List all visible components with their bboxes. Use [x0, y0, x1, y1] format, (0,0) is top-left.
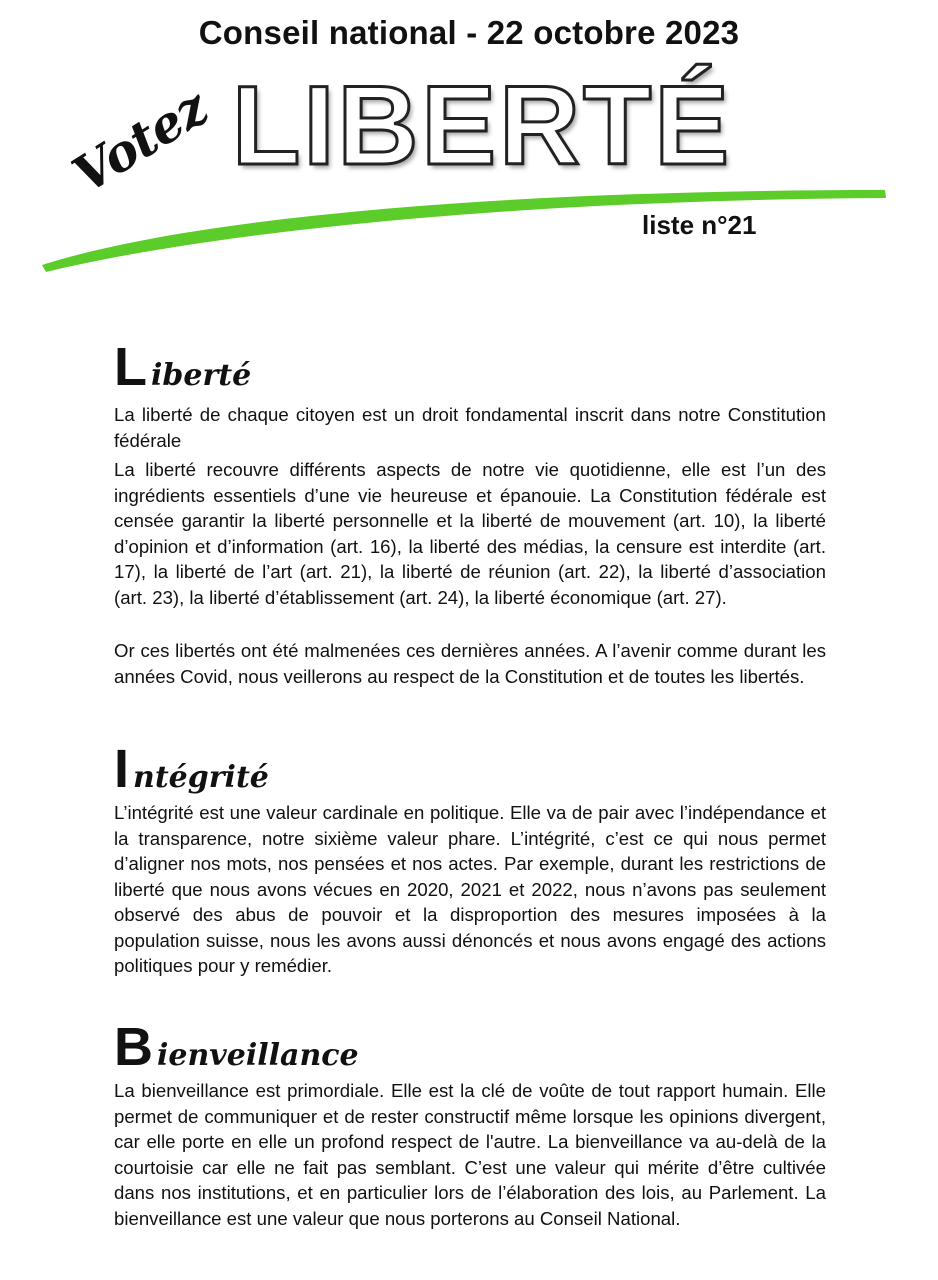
section-heading-bienveillance: [114, 1017, 359, 1077]
section-heading-liberte: [114, 337, 252, 397]
section-initial: I: [114, 739, 130, 799]
section-initial: B: [114, 1017, 153, 1077]
votez-label: Votez: [62, 77, 218, 205]
section-heading-rest: iberté: [151, 358, 252, 393]
section-heading-rest: ntégrité: [133, 760, 269, 795]
paragraph: La liberté de chaque citoyen est un droit fondamental inscrit dans notre Constitution fédérale: [114, 404, 826, 451]
section-initial: L: [114, 337, 147, 397]
page-title: Conseil national - 22 octobre 2023: [198, 14, 740, 51]
paragraph: La liberté recouvre différents aspects de notre vie quotidienne, elle est l’un des ingrédients essentiels d’une vie heureuse et épanouie. La Constitution fédérale est censée garantir la liberté personnelle et la liberté de mouvement (art. 10), la liberté d’opinion et d’information (art. 16), la liberté des médias, la censure est interdite (art. 17), la liberté de l’art (art. 21), la liberté de réunion (art. 22), la liberté d’association (art. 23), la liberté d’établissement (art. 24), la liberté économique (art. 27).: [114, 459, 826, 608]
paragraph: L’intégrité est une valeur cardinale en politique. Elle va de pair avec l’indépendance et la transparence, notre sixième valeur phare. L’intégrité, c’est ce qui nous permet d’aligner nos mots, nos pensées et nos actes. Par exemple, durant les restrictions de liberté que nous avons vécues en 2020, 2021 et 2022, nous n’avons pas seulement observé des abus de pouvoir et la disproportion des mesures imposées à la population suisse, nous les avons aussi dénoncés et nous avons engagé des actions politiques pour y remédier.: [114, 802, 826, 976]
liberte-headline: LIBERTÉ: [232, 63, 733, 188]
paragraph: La bienveillance est primordiale. Elle est la clé de voûte de tout rapport humain. Elle permet de communiquer et de rester constructif même lorsque les opinions divergent, car elle porte en elle un profond respect de l'autre. La bienveillance va au-delà de la courtoisie car elle ne fait pas semblant. C’est une valeur qui mérite d’être cultivée dans nos institutions, et en particulier lors de l’élaboration des lois, au Parlement. La bienveillance est une valeur que nous porterons au Conseil National.: [114, 1080, 826, 1229]
section-heading-rest: ienveillance: [157, 1038, 359, 1073]
list-number: liste n°21: [642, 210, 757, 240]
section-heading-integrite: [114, 739, 269, 799]
paragraph: Or ces libertés ont été malmenées ces dernières années. A l’avenir comme durant les années Covid, nous veillerons au respect de la Constitution et de toutes les libertés.: [114, 640, 826, 687]
